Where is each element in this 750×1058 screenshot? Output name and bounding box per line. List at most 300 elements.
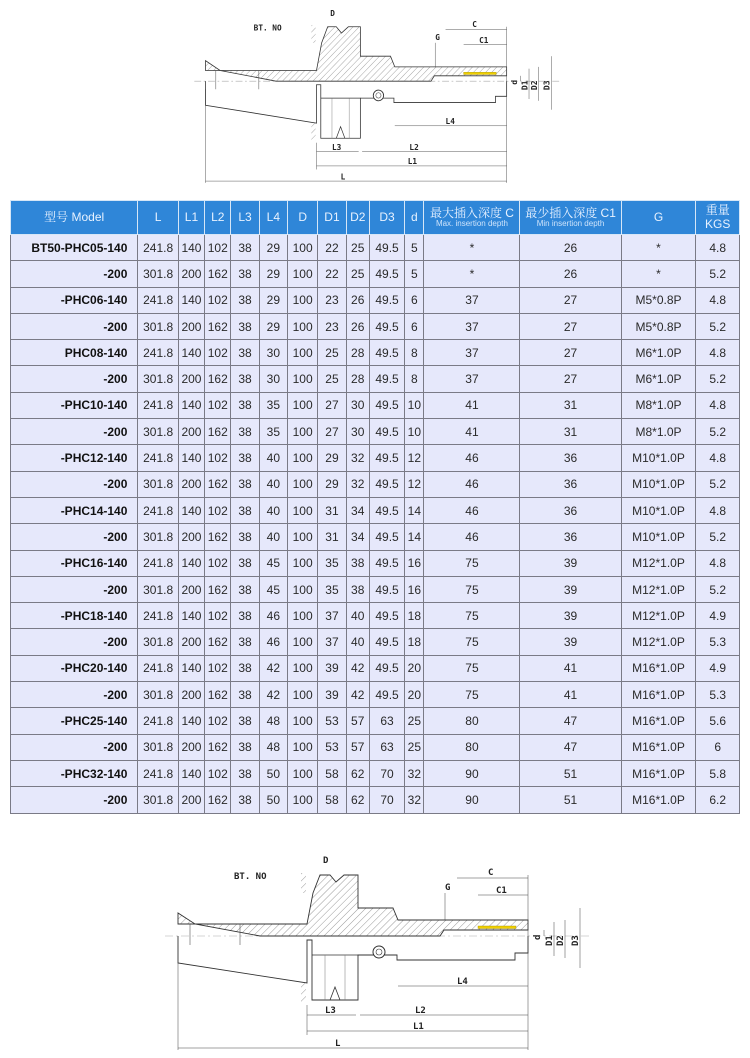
cell-L2: 102 bbox=[205, 497, 231, 523]
cell-L1: 200 bbox=[178, 313, 204, 339]
label-C: C bbox=[488, 868, 494, 878]
cell-G: * bbox=[621, 261, 696, 287]
cell-max-insertion: 37 bbox=[424, 340, 520, 366]
cell-D3: 49.5 bbox=[369, 471, 404, 497]
cell-max-insertion: 75 bbox=[424, 550, 520, 576]
cell-L2: 162 bbox=[205, 787, 231, 813]
cell-weight: 5.2 bbox=[696, 524, 740, 550]
cell-D1: 23 bbox=[318, 287, 346, 313]
label-d: d bbox=[533, 934, 543, 940]
cell-D1: 29 bbox=[318, 445, 346, 471]
cell-D1: 27 bbox=[318, 392, 346, 418]
cell-L1: 200 bbox=[178, 419, 204, 445]
cell-L3: 38 bbox=[231, 603, 259, 629]
cell-L4: 35 bbox=[259, 419, 287, 445]
table-row bbox=[11, 392, 740, 418]
table-row bbox=[11, 734, 740, 760]
cell-D1: 37 bbox=[318, 603, 346, 629]
label-D1: D1 bbox=[520, 80, 530, 91]
cell-model: -PHC14-140 bbox=[11, 497, 138, 523]
cell-D1: 29 bbox=[318, 471, 346, 497]
cell-model: -PHC18-140 bbox=[11, 603, 138, 629]
cell-L4: 29 bbox=[259, 313, 287, 339]
cell-G: M16*1.0P bbox=[621, 708, 696, 734]
cell-G: M5*0.8P bbox=[621, 313, 696, 339]
header-model: 型号 Model bbox=[11, 201, 138, 235]
label-L1: L1 bbox=[407, 157, 418, 167]
header-L: L bbox=[138, 201, 178, 235]
header-min-insertion bbox=[520, 201, 621, 235]
cell-model: -200 bbox=[11, 261, 138, 287]
cell-D2: 25 bbox=[346, 261, 369, 287]
label-D3: D3 bbox=[571, 935, 581, 946]
cell-model: -200 bbox=[11, 787, 138, 813]
cell-D3: 49.5 bbox=[369, 235, 404, 261]
label-L3: L3 bbox=[331, 142, 342, 152]
header-max-insertion-cn: 最大插入深度 C bbox=[429, 205, 514, 220]
cell-D3: 63 bbox=[369, 708, 404, 734]
cell-D1: 25 bbox=[318, 340, 346, 366]
cell-weight: 4.8 bbox=[696, 287, 740, 313]
cell-G: M10*1.0P bbox=[621, 445, 696, 471]
cell-max-insertion: 41 bbox=[424, 392, 520, 418]
cell-d: 16 bbox=[405, 550, 424, 576]
cell-min-insertion: 51 bbox=[520, 760, 621, 786]
cell-L3: 38 bbox=[231, 787, 259, 813]
cell-L2: 162 bbox=[205, 682, 231, 708]
cell-L2: 102 bbox=[205, 340, 231, 366]
table-row bbox=[11, 629, 740, 655]
cell-L3: 38 bbox=[231, 340, 259, 366]
cell-D2: 34 bbox=[346, 524, 369, 550]
cell-min-insertion: 39 bbox=[520, 550, 621, 576]
cell-min-insertion: 31 bbox=[520, 419, 621, 445]
cell-D1: 39 bbox=[318, 682, 346, 708]
cell-d: 14 bbox=[405, 497, 424, 523]
cell-max-insertion: 46 bbox=[424, 445, 520, 471]
cell-model: -PHC12-140 bbox=[11, 445, 138, 471]
cell-G: M16*1.0P bbox=[621, 760, 696, 786]
cell-L: 301.8 bbox=[138, 734, 178, 760]
cell-D2: 32 bbox=[346, 445, 369, 471]
cell-D3: 49.5 bbox=[369, 445, 404, 471]
cell-d: 5 bbox=[405, 261, 424, 287]
holder-outline-lower bbox=[205, 81, 506, 138]
cell-min-insertion: 51 bbox=[520, 787, 621, 813]
cell-max-insertion: 37 bbox=[424, 313, 520, 339]
cell-L4: 40 bbox=[259, 445, 287, 471]
cell-L4: 50 bbox=[259, 787, 287, 813]
cell-G: M10*1.0P bbox=[621, 471, 696, 497]
cell-D2: 62 bbox=[346, 787, 369, 813]
cell-D3: 49.5 bbox=[369, 603, 404, 629]
cell-L2: 102 bbox=[205, 760, 231, 786]
cell-D3: 49.5 bbox=[369, 287, 404, 313]
cell-D2: 34 bbox=[346, 497, 369, 523]
cell-d: 32 bbox=[405, 787, 424, 813]
label-C1: C1 bbox=[496, 886, 507, 896]
cell-L: 301.8 bbox=[138, 419, 178, 445]
cell-D: 100 bbox=[287, 708, 317, 734]
header-G: G bbox=[621, 201, 696, 235]
cell-L2: 162 bbox=[205, 313, 231, 339]
holder-section-upper bbox=[205, 27, 506, 81]
header-L1: L1 bbox=[178, 201, 204, 235]
dimension-lines bbox=[205, 27, 551, 183]
cell-L1: 200 bbox=[178, 261, 204, 287]
cell-L1: 200 bbox=[178, 734, 204, 760]
cell-L2: 102 bbox=[205, 550, 231, 576]
tool-holder-drawing bbox=[160, 845, 590, 1058]
cell-D2: 42 bbox=[346, 655, 369, 681]
cell-D: 100 bbox=[287, 235, 317, 261]
insert-marker bbox=[478, 926, 516, 929]
cell-L4: 42 bbox=[259, 655, 287, 681]
cell-D: 100 bbox=[287, 366, 317, 392]
cell-D1: 39 bbox=[318, 655, 346, 681]
cell-L: 241.8 bbox=[138, 340, 178, 366]
cell-min-insertion: 41 bbox=[520, 655, 621, 681]
holder-section-upper bbox=[178, 875, 528, 936]
cell-L1: 140 bbox=[178, 340, 204, 366]
cell-L2: 102 bbox=[205, 603, 231, 629]
cell-weight: 4.8 bbox=[696, 340, 740, 366]
cell-D1: 58 bbox=[318, 787, 346, 813]
cell-L1: 200 bbox=[178, 366, 204, 392]
cell-D2: 26 bbox=[346, 287, 369, 313]
cell-L1: 140 bbox=[178, 655, 204, 681]
spindle-face-lower bbox=[301, 983, 306, 1003]
cell-G: M5*0.8P bbox=[621, 287, 696, 313]
set-screw-icon bbox=[373, 946, 385, 958]
label-G: G bbox=[435, 33, 440, 43]
cell-weight: 5.2 bbox=[696, 261, 740, 287]
cell-weight: 4.8 bbox=[696, 550, 740, 576]
cell-L3: 38 bbox=[231, 655, 259, 681]
cell-L: 241.8 bbox=[138, 287, 178, 313]
label-C: C bbox=[472, 19, 477, 29]
cell-d: 5 bbox=[405, 235, 424, 261]
cell-min-insertion: 36 bbox=[520, 445, 621, 471]
cell-max-insertion: 46 bbox=[424, 524, 520, 550]
cell-weight: 5.8 bbox=[696, 760, 740, 786]
cell-D2: 42 bbox=[346, 682, 369, 708]
cell-d: 8 bbox=[405, 340, 424, 366]
cell-D1: 31 bbox=[318, 497, 346, 523]
cell-L: 241.8 bbox=[138, 760, 178, 786]
header-weight-cn: 重量 bbox=[705, 203, 730, 218]
cell-min-insertion: 26 bbox=[520, 235, 621, 261]
cell-d: 16 bbox=[405, 576, 424, 602]
cell-L: 301.8 bbox=[138, 261, 178, 287]
set-screw-icon bbox=[373, 90, 383, 101]
cell-L3: 38 bbox=[231, 419, 259, 445]
label-d: d bbox=[510, 79, 519, 85]
cell-L4: 29 bbox=[259, 261, 287, 287]
cell-D: 100 bbox=[287, 445, 317, 471]
cell-G: M12*1.0P bbox=[621, 550, 696, 576]
cell-D: 100 bbox=[287, 655, 317, 681]
header-D2: D2 bbox=[346, 201, 369, 235]
cell-G: M6*1.0P bbox=[621, 366, 696, 392]
cell-weight: 5.3 bbox=[696, 682, 740, 708]
cell-L: 301.8 bbox=[138, 524, 178, 550]
cell-L: 301.8 bbox=[138, 682, 178, 708]
cell-D3: 70 bbox=[369, 760, 404, 786]
cell-L3: 38 bbox=[231, 497, 259, 523]
cell-d: 14 bbox=[405, 524, 424, 550]
cell-L4: 29 bbox=[259, 287, 287, 313]
cell-D1: 37 bbox=[318, 629, 346, 655]
cell-weight: 5.2 bbox=[696, 419, 740, 445]
header-D: D bbox=[287, 201, 317, 235]
cell-D: 100 bbox=[287, 682, 317, 708]
cell-L: 241.8 bbox=[138, 235, 178, 261]
table-row bbox=[11, 235, 740, 261]
cell-min-insertion: 27 bbox=[520, 287, 621, 313]
cell-L3: 38 bbox=[231, 287, 259, 313]
cell-model: BT50-PHC05-140 bbox=[11, 235, 138, 261]
cell-L: 241.8 bbox=[138, 655, 178, 681]
cell-D3: 49.5 bbox=[369, 576, 404, 602]
cell-weight: 5.2 bbox=[696, 313, 740, 339]
cell-weight: 6 bbox=[696, 734, 740, 760]
cell-D2: 26 bbox=[346, 313, 369, 339]
table-body bbox=[11, 235, 740, 814]
cell-min-insertion: 27 bbox=[520, 313, 621, 339]
label-L4: L4 bbox=[445, 116, 455, 127]
cell-model: -200 bbox=[11, 682, 138, 708]
cell-min-insertion: 27 bbox=[520, 366, 621, 392]
cell-L4: 48 bbox=[259, 734, 287, 760]
cell-max-insertion: 41 bbox=[424, 419, 520, 445]
cell-D1: 22 bbox=[318, 235, 346, 261]
cell-D2: 30 bbox=[346, 392, 369, 418]
table-row bbox=[11, 287, 740, 313]
cell-d: 20 bbox=[405, 655, 424, 681]
cell-D3: 49.5 bbox=[369, 366, 404, 392]
cell-L3: 38 bbox=[231, 576, 259, 602]
cell-G: M8*1.0P bbox=[621, 392, 696, 418]
cell-L3: 38 bbox=[231, 629, 259, 655]
cell-L4: 45 bbox=[259, 576, 287, 602]
cell-L1: 200 bbox=[178, 787, 204, 813]
cell-L3: 38 bbox=[231, 261, 259, 287]
cell-weight: 4.9 bbox=[696, 655, 740, 681]
cell-D: 100 bbox=[287, 471, 317, 497]
cell-G: M10*1.0P bbox=[621, 497, 696, 523]
cell-L3: 38 bbox=[231, 524, 259, 550]
cell-min-insertion: 26 bbox=[520, 261, 621, 287]
label-C1: C1 bbox=[479, 35, 489, 45]
cell-L4: 40 bbox=[259, 471, 287, 497]
cell-L4: 42 bbox=[259, 682, 287, 708]
cell-D2: 38 bbox=[346, 550, 369, 576]
cell-L3: 38 bbox=[231, 366, 259, 392]
cell-D1: 23 bbox=[318, 313, 346, 339]
header-weight-en: KGS bbox=[705, 216, 731, 231]
cell-L1: 200 bbox=[178, 576, 204, 602]
cell-L2: 162 bbox=[205, 524, 231, 550]
cell-G: M12*1.0P bbox=[621, 576, 696, 602]
cell-L4: 46 bbox=[259, 629, 287, 655]
label-L1: L1 bbox=[413, 1022, 424, 1032]
cell-D1: 25 bbox=[318, 366, 346, 392]
cell-D1: 27 bbox=[318, 419, 346, 445]
header-weight bbox=[696, 201, 740, 235]
cell-model: -PHC06-140 bbox=[11, 287, 138, 313]
cell-D3: 49.5 bbox=[369, 682, 404, 708]
table-row bbox=[11, 603, 740, 629]
drawing-bottom bbox=[160, 845, 590, 1058]
cell-max-insertion: 46 bbox=[424, 471, 520, 497]
spindle-face-upper bbox=[301, 873, 306, 893]
cell-L4: 40 bbox=[259, 524, 287, 550]
cell-D3: 49.5 bbox=[369, 261, 404, 287]
cell-L1: 140 bbox=[178, 760, 204, 786]
cell-L2: 162 bbox=[205, 576, 231, 602]
cell-L: 241.8 bbox=[138, 497, 178, 523]
cell-max-insertion: * bbox=[424, 235, 520, 261]
cell-D2: 38 bbox=[346, 576, 369, 602]
cell-L2: 162 bbox=[205, 419, 231, 445]
label-taper: BT. NO bbox=[234, 872, 267, 882]
cell-D: 100 bbox=[287, 576, 317, 602]
cell-D2: 28 bbox=[346, 340, 369, 366]
cell-max-insertion: 80 bbox=[424, 734, 520, 760]
cell-weight: 4.8 bbox=[696, 445, 740, 471]
cell-G: * bbox=[621, 235, 696, 261]
cell-L3: 38 bbox=[231, 392, 259, 418]
cell-L3: 38 bbox=[231, 708, 259, 734]
cell-model: -PHC16-140 bbox=[11, 550, 138, 576]
cell-min-insertion: 36 bbox=[520, 497, 621, 523]
drawing-top bbox=[190, 0, 560, 190]
cell-G: M12*1.0P bbox=[621, 629, 696, 655]
cell-d: 8 bbox=[405, 366, 424, 392]
cell-max-insertion: 80 bbox=[424, 708, 520, 734]
label-taper: BT. NO bbox=[253, 23, 282, 33]
cell-L2: 162 bbox=[205, 366, 231, 392]
cell-d: 6 bbox=[405, 313, 424, 339]
label-D: D bbox=[323, 856, 329, 866]
cell-L1: 140 bbox=[178, 392, 204, 418]
label-L: L bbox=[340, 172, 346, 182]
header-D3: D3 bbox=[369, 201, 404, 235]
cell-weight: 4.8 bbox=[696, 235, 740, 261]
cell-d: 10 bbox=[405, 392, 424, 418]
cell-max-insertion: 75 bbox=[424, 576, 520, 602]
cell-G: M16*1.0P bbox=[621, 655, 696, 681]
cell-L3: 38 bbox=[231, 313, 259, 339]
cell-D1: 58 bbox=[318, 760, 346, 786]
cell-d: 18 bbox=[405, 603, 424, 629]
cell-d: 25 bbox=[405, 734, 424, 760]
cell-model: -PHC10-140 bbox=[11, 392, 138, 418]
cell-L1: 140 bbox=[178, 497, 204, 523]
cell-min-insertion: 47 bbox=[520, 708, 621, 734]
table-row bbox=[11, 497, 740, 523]
cell-L4: 30 bbox=[259, 366, 287, 392]
cell-L1: 140 bbox=[178, 235, 204, 261]
cell-D3: 49.5 bbox=[369, 629, 404, 655]
cell-L3: 38 bbox=[231, 235, 259, 261]
cell-L1: 200 bbox=[178, 682, 204, 708]
label-L3: L3 bbox=[325, 1006, 336, 1016]
cell-model: -200 bbox=[11, 524, 138, 550]
cell-max-insertion: 90 bbox=[424, 760, 520, 786]
cell-D1: 31 bbox=[318, 524, 346, 550]
cell-model: -PHC20-140 bbox=[11, 655, 138, 681]
cell-D1: 53 bbox=[318, 708, 346, 734]
cell-min-insertion: 31 bbox=[520, 392, 621, 418]
table-row bbox=[11, 445, 740, 471]
cell-L2: 162 bbox=[205, 734, 231, 760]
cell-L4: 48 bbox=[259, 708, 287, 734]
header-max-insertion bbox=[424, 201, 520, 235]
cell-max-insertion: 46 bbox=[424, 497, 520, 523]
cell-D1: 35 bbox=[318, 576, 346, 602]
table-row bbox=[11, 366, 740, 392]
cell-G: M16*1.0P bbox=[621, 682, 696, 708]
cell-D3: 49.5 bbox=[369, 655, 404, 681]
cell-d: 18 bbox=[405, 629, 424, 655]
cell-model: -200 bbox=[11, 629, 138, 655]
cell-G: M16*1.0P bbox=[621, 787, 696, 813]
cell-max-insertion: 37 bbox=[424, 366, 520, 392]
cell-L4: 29 bbox=[259, 235, 287, 261]
cell-L: 301.8 bbox=[138, 313, 178, 339]
cell-L4: 50 bbox=[259, 760, 287, 786]
cell-D: 100 bbox=[287, 787, 317, 813]
cell-G: M16*1.0P bbox=[621, 734, 696, 760]
insert-marker bbox=[464, 72, 497, 74]
cell-L4: 46 bbox=[259, 603, 287, 629]
cell-D: 100 bbox=[287, 629, 317, 655]
cell-max-insertion: 75 bbox=[424, 629, 520, 655]
cell-model: -200 bbox=[11, 471, 138, 497]
cell-D2: 30 bbox=[346, 419, 369, 445]
cell-model: -PHC32-140 bbox=[11, 760, 138, 786]
cell-D3: 63 bbox=[369, 734, 404, 760]
cell-D3: 49.5 bbox=[369, 419, 404, 445]
label-D2: D2 bbox=[556, 935, 566, 946]
cell-D: 100 bbox=[287, 340, 317, 366]
label-L2: L2 bbox=[415, 1006, 426, 1016]
cell-L: 301.8 bbox=[138, 629, 178, 655]
label-L2: L2 bbox=[409, 142, 419, 152]
cell-L3: 38 bbox=[231, 734, 259, 760]
cell-weight: 4.9 bbox=[696, 603, 740, 629]
cell-L2: 102 bbox=[205, 287, 231, 313]
cell-min-insertion: 39 bbox=[520, 603, 621, 629]
cell-L: 241.8 bbox=[138, 603, 178, 629]
table-row bbox=[11, 313, 740, 339]
cell-L1: 200 bbox=[178, 471, 204, 497]
cell-D3: 70 bbox=[369, 787, 404, 813]
cell-L1: 140 bbox=[178, 287, 204, 313]
cell-D: 100 bbox=[287, 392, 317, 418]
cell-d: 12 bbox=[405, 471, 424, 497]
cell-L: 301.8 bbox=[138, 366, 178, 392]
cell-model: -200 bbox=[11, 366, 138, 392]
cell-D2: 57 bbox=[346, 708, 369, 734]
label-D2: D2 bbox=[529, 80, 539, 91]
tool-holder-drawing bbox=[190, 0, 560, 190]
cell-L2: 102 bbox=[205, 655, 231, 681]
cell-D: 100 bbox=[287, 550, 317, 576]
dimension-lines bbox=[178, 875, 580, 1050]
